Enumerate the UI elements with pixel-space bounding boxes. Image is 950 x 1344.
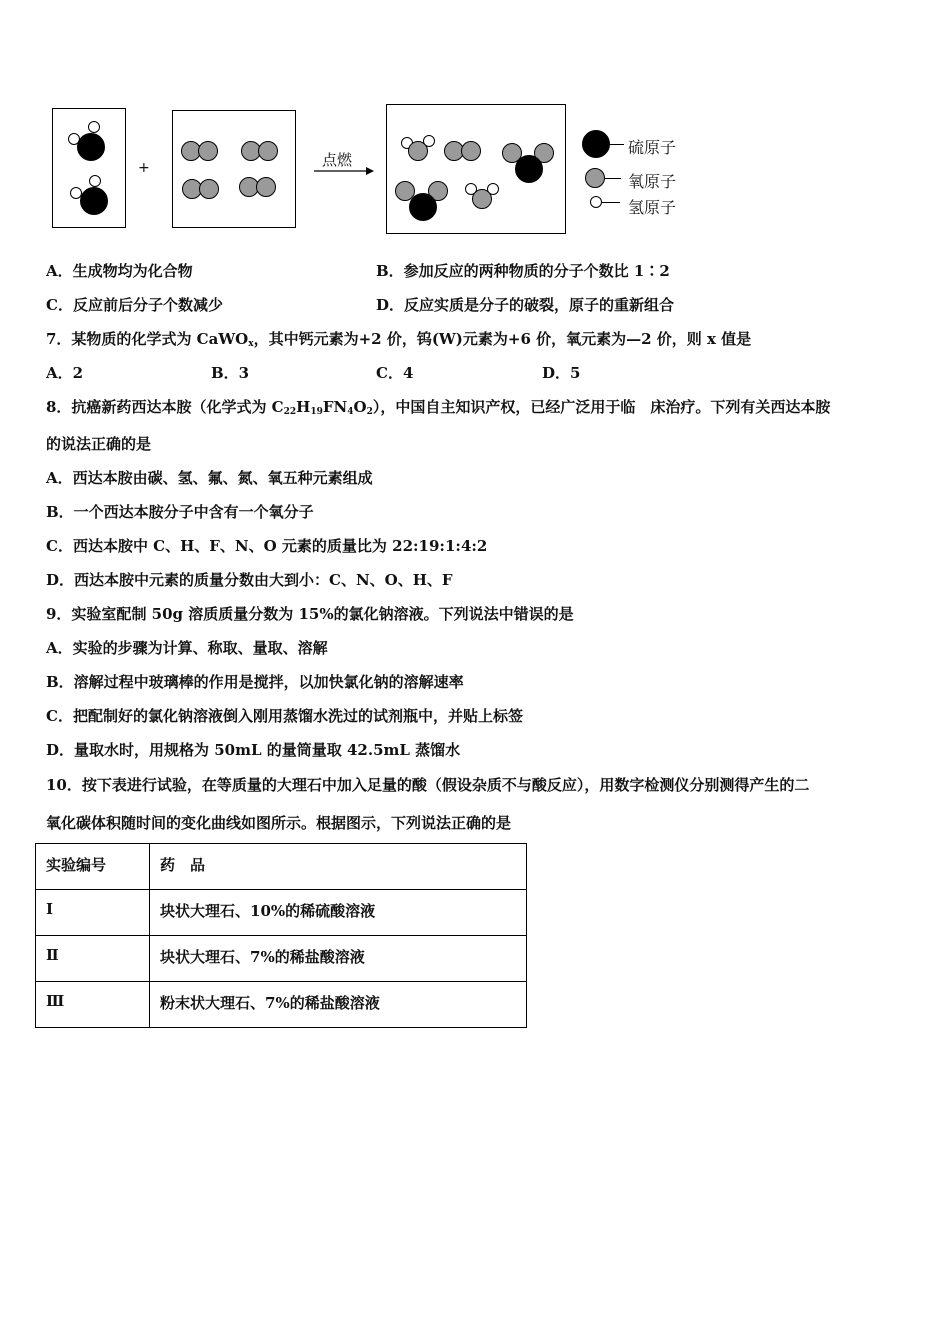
q8-sub: 22 [283, 407, 297, 417]
q9-option-b: B．溶解过程中玻璃棒的作用是搅拌，以加快氯化钠的溶解速率 [46, 673, 464, 691]
sulfur-atom [77, 133, 105, 161]
q8-option-b: B．一个西达本胺分子中含有一个氧分子 [46, 503, 314, 521]
q8-option-d: D．西达本胺中元素的质量分数由大到小：C、N、O、H、F [46, 571, 453, 589]
table-cell-id: Ⅰ [36, 890, 150, 936]
q8-text: FN [322, 398, 348, 416]
q7-subscript: x [248, 339, 254, 349]
q8-text: ），中国自主知识产权，已经广泛用于临 床治疗。下列有关西达本胺 [372, 398, 831, 416]
oxygen-atom [199, 179, 219, 199]
oxygen-atom [198, 141, 218, 161]
sulfur-atom [409, 193, 437, 221]
legend-line [602, 202, 620, 203]
q8-option-a: A．西达本胺由碳、氢、氟、氮、氧五种元素组成 [46, 469, 373, 487]
oxygen-atom [461, 141, 481, 161]
legend-hydrogen-label: 氢原子 [628, 198, 677, 217]
q9-option-a: A．实验的步骤为计算、称取、量取、溶解 [46, 639, 328, 657]
q8-text: H [296, 398, 311, 416]
legend-line [605, 178, 621, 179]
q8-text: 8．抗癌新药西达本胺（化学式为 C [46, 398, 284, 416]
q7-stem [46, 329, 751, 354]
q7-stem-text: 7．某物质的化学式为 CaWO [46, 330, 249, 348]
q6-option-d: D．反应实质是分子的破裂，原子的重新组合 [376, 296, 675, 314]
reactant-box-o2 [172, 110, 296, 228]
q7-option-d: D．5 [542, 364, 581, 382]
table-cell-id: Ⅲ [36, 982, 150, 1028]
legend-line [610, 144, 624, 145]
q9-option-c: C．把配制好的氯化钠溶液倒入刚用蒸馏水洗过的试剂瓶中，并贴上标签 [46, 707, 523, 725]
q10-stem-line2: 氧化碳体积随时间的变化曲线如图所示。根据图示，下列说法正确的是 [46, 814, 512, 832]
table-row [36, 936, 527, 982]
sulfur-atom [80, 187, 108, 215]
table-header-cell: 药 品 [150, 844, 527, 890]
q8-stem-line2: 的说法正确的是 [46, 435, 152, 453]
q8-text: O [353, 398, 367, 416]
q7-stem-text: ，其中钙元素为+2 价，钨(W)元素为+6 价，氧元素为—2 价，则 x 值是 [253, 330, 752, 348]
table-cell-reagent: 粉末状大理石、7%的稀盐酸溶液 [150, 982, 527, 1028]
q8-sub: 19 [310, 407, 323, 417]
reaction-arrow-icon [312, 164, 376, 178]
legend-sulfur-icon [582, 130, 610, 158]
legend-oxygen-label: 氧原子 [628, 172, 677, 191]
q8-sub: 4 [347, 407, 354, 417]
hydrogen-atom [88, 121, 100, 133]
legend-sulfur-label: 硫原子 [628, 138, 677, 157]
table-cell-id: Ⅱ [36, 936, 150, 982]
table-cell-reagent: 块状大理石、10%的稀硫酸溶液 [150, 890, 527, 936]
experiment-table [35, 843, 527, 1028]
q7-option-a: A．2 [46, 364, 84, 382]
q7-option-c: C．4 [376, 364, 414, 382]
reaction-diagram [50, 102, 710, 238]
oxygen-atom [408, 141, 428, 161]
q8-stem-line1 [46, 397, 830, 422]
sulfur-atom [515, 155, 543, 183]
arrow-label: 点燃 [322, 151, 353, 169]
table-header-cell: 实验编号 [36, 844, 150, 890]
oxygen-atom [256, 177, 276, 197]
table-cell-reagent: 块状大理石、7%的稀盐酸溶液 [150, 936, 527, 982]
legend-oxygen-icon [585, 168, 605, 188]
table-row [36, 890, 527, 936]
reactant-box-h2s [52, 108, 126, 228]
q6-option-c: C．反应前后分子个数减少 [46, 296, 223, 314]
q6-option-a: A．生成物均为化合物 [46, 262, 193, 280]
hydrogen-atom [89, 175, 101, 187]
q9-option-d: D．量取水时，用规格为 50mL 的量筒量取 42.5mL 蒸馏水 [46, 741, 461, 759]
legend-hydrogen-icon [590, 196, 602, 208]
table-row [36, 982, 527, 1028]
table-header-row [36, 844, 527, 890]
product-box [386, 104, 566, 234]
oxygen-atom [472, 189, 492, 209]
q8-sub: 2 [366, 407, 373, 417]
q7-option-b: B．3 [211, 364, 250, 382]
q8-option-c: C．西达本胺中 C、H、F、N、O 元素的质量比为 22:19:1:4:2 [46, 537, 488, 555]
q10-stem-line1: 10．按下表进行试验，在等质量的大理石中加入足量的酸（假设杂质不与酸反应），用数字检测仪分别测得产生的二 [46, 776, 810, 794]
q9-stem: 9．实验室配制 50g 溶质质量分数为 15%的氯化钠溶液。下列说法中错误的是 [46, 605, 574, 623]
plus-sign: + [138, 160, 150, 176]
oxygen-atom [258, 141, 278, 161]
q6-option-b: B．参加反应的两种物质的分子个数比 1∶2 [376, 262, 670, 280]
